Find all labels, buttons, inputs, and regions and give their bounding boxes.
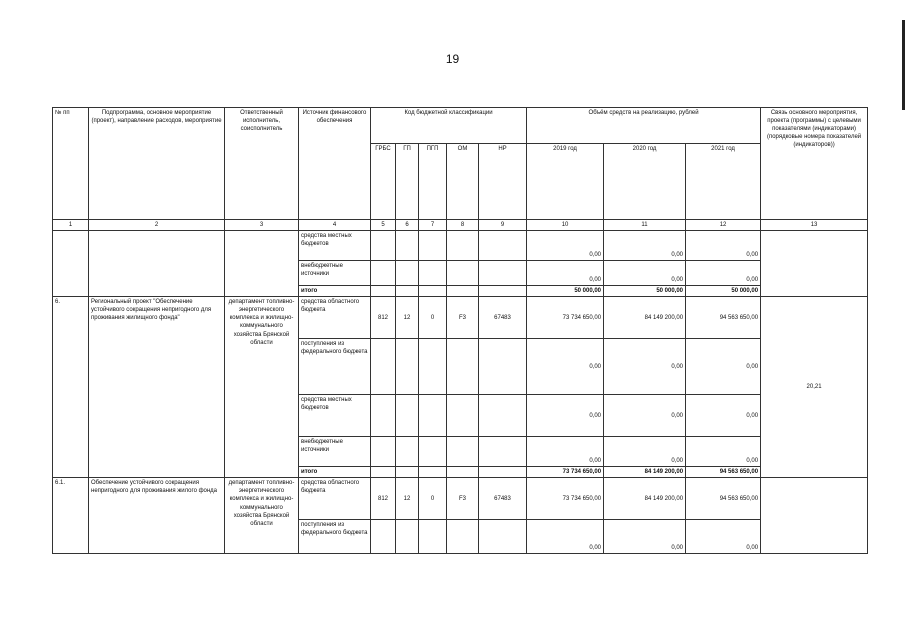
item-number: 6.1. <box>53 478 89 554</box>
value-cell: 0,00 <box>686 520 761 554</box>
header-row-1 <box>53 108 868 144</box>
header-source: Источник финансового обеспечения <box>299 108 371 220</box>
header-num: № пп <box>53 108 89 220</box>
col-number: 1 <box>53 220 89 231</box>
header-2020: 2020 год <box>604 144 686 220</box>
grbs-cell: 812 <box>371 297 396 339</box>
header-om: ОМ <box>447 144 479 220</box>
value-cell: 0,00 <box>604 339 686 395</box>
budget-table <box>52 107 868 554</box>
indicator-link: 20,21 <box>761 297 868 478</box>
header-2019: 2019 год <box>527 144 604 220</box>
gp-cell: 12 <box>396 297 419 339</box>
header-grbs: ГРБС <box>371 144 396 220</box>
total-value: 50 000,00 <box>686 286 761 297</box>
source-cell: внебюджетные источники <box>299 437 371 467</box>
value-cell: 84 149 200,00 <box>604 478 686 520</box>
col-number: 5 <box>371 220 396 231</box>
col-number: 3 <box>225 220 299 231</box>
value-cell: 94 563 650,00 <box>686 297 761 339</box>
value-cell: 73 734 650,00 <box>527 478 604 520</box>
value-cell: 0,00 <box>527 520 604 554</box>
header-bk: Код бюджетной классификации <box>371 108 527 144</box>
source-cell: поступления из федерального бюджета <box>299 339 371 395</box>
item-name: Обеспечение устойчивого сокращения непригодного для проживания жилого фонда <box>89 478 225 554</box>
total-value: 84 149 200,00 <box>604 467 686 478</box>
total-label: итого <box>299 467 371 478</box>
pgp-cell: 0 <box>419 478 447 520</box>
header-executor: Ответственный исполнитель, соисполнитель <box>225 108 299 220</box>
value-cell: 0,00 <box>604 395 686 437</box>
item-executor: департамент топливно-энергетического комплекса и жилищно-коммунального хозяйства Брянской области <box>225 297 299 478</box>
value-cell: 73 734 650,00 <box>527 297 604 339</box>
table-row <box>53 478 868 520</box>
nr-cell: 67483 <box>479 297 527 339</box>
total-label: итого <box>299 286 371 297</box>
col-number: 11 <box>604 220 686 231</box>
source-cell: средства местных бюджетов <box>299 395 371 437</box>
header-2021: 2021 год <box>686 144 761 220</box>
value-cell: 0,00 <box>604 437 686 467</box>
value-cell: 0,00 <box>527 261 604 286</box>
value-cell: 0,00 <box>527 339 604 395</box>
page-number: 19 <box>445 52 460 66</box>
grbs-cell: 812 <box>371 478 396 520</box>
nr-cell: 67483 <box>479 478 527 520</box>
col-number: 8 <box>447 220 479 231</box>
total-value: 50 000,00 <box>604 286 686 297</box>
col-number: 7 <box>419 220 447 231</box>
column-number-row <box>53 220 868 231</box>
source-cell: внебюджетные источники <box>299 261 371 286</box>
table-row <box>53 297 868 339</box>
header-volume: Объём средств на реализацию, рублей <box>527 108 761 144</box>
gp-cell: 12 <box>396 478 419 520</box>
om-cell: F3 <box>447 478 479 520</box>
col-number: 9 <box>479 220 527 231</box>
header-nr: НР <box>479 144 527 220</box>
value-cell: 84 149 200,00 <box>604 297 686 339</box>
value-cell: 0,00 <box>527 231 604 261</box>
value-cell: 0,00 <box>527 395 604 437</box>
om-cell: F3 <box>447 297 479 339</box>
total-value: 50 000,00 <box>527 286 604 297</box>
header-pgp: ПГП <box>419 144 447 220</box>
value-cell: 0,00 <box>686 395 761 437</box>
item-number: 6. <box>53 297 89 478</box>
value-cell: 94 563 650,00 <box>686 478 761 520</box>
source-cell: средства местных бюджетов <box>299 231 371 261</box>
total-value: 73 734 650,00 <box>527 467 604 478</box>
header-link: Связь основного мероприятия, проекта (программы) с целевыми показателями (индикаторами) (порядковые номера показателей (индикаторов)) <box>761 108 868 220</box>
value-cell: 0,00 <box>686 231 761 261</box>
value-cell: 0,00 <box>527 437 604 467</box>
col-number: 10 <box>527 220 604 231</box>
header-program: Подпрограмма, основное мероприятие (проект), направление расходов, мероприятие <box>89 108 225 220</box>
header-gp: ГП <box>396 144 419 220</box>
item-name: Региональный проект "Обеспечение устойчивого сокращения непригодного для проживания жилищного фонда" <box>89 297 225 478</box>
item-executor: департамент топливно-энергетического комплекса и жилищно-коммунального хозяйства Брянской области <box>225 478 299 554</box>
value-cell: 0,00 <box>604 520 686 554</box>
pgp-cell: 0 <box>419 297 447 339</box>
total-value: 94 563 650,00 <box>686 467 761 478</box>
value-cell: 0,00 <box>686 339 761 395</box>
value-cell: 0,00 <box>686 437 761 467</box>
col-number: 4 <box>299 220 371 231</box>
value-cell: 0,00 <box>604 261 686 286</box>
source-cell: средства областного бюджета <box>299 478 371 520</box>
col-number: 13 <box>761 220 868 231</box>
source-cell: поступления из федерального бюджета <box>299 520 371 554</box>
col-number: 6 <box>396 220 419 231</box>
col-number: 2 <box>89 220 225 231</box>
value-cell: 0,00 <box>604 231 686 261</box>
col-number: 12 <box>686 220 761 231</box>
table-row <box>53 231 868 261</box>
source-cell: средства областного бюджета <box>299 297 371 339</box>
value-cell: 0,00 <box>686 261 761 286</box>
